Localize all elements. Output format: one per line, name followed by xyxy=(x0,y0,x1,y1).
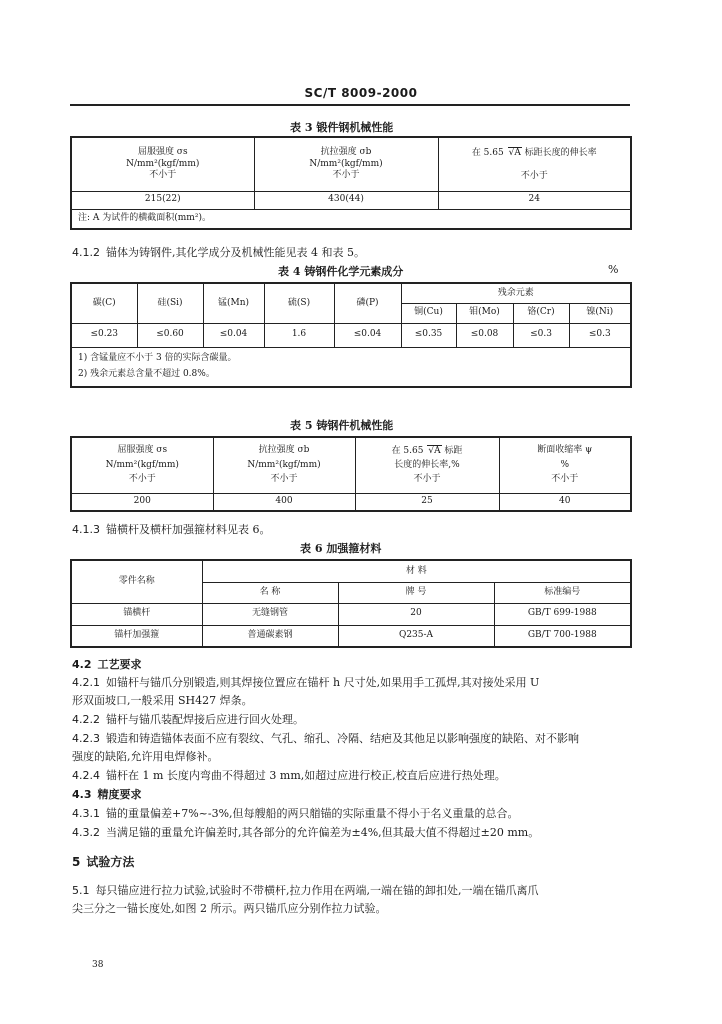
table4-cell: ≤0.35 xyxy=(401,323,456,347)
table3-header-yield: 屈服强度 σs N/mm²(kgf/mm) 不小于 xyxy=(71,137,254,191)
clause-4-2-1-cont: 形双面坡口,一般采用 SH427 焊条。 xyxy=(72,694,253,707)
page-number: 38 xyxy=(92,960,104,970)
table5-cell: 400 xyxy=(213,493,355,511)
table3-value-yield: 215(22) xyxy=(71,191,254,209)
table4-col-ni: 镍(Ni) xyxy=(569,303,631,323)
table6-col-name: 名 称 xyxy=(202,582,338,603)
table5-caption: 表 5 铸钢件机械性能 xyxy=(290,419,394,432)
table4-col-s: 硫(S) xyxy=(264,283,334,323)
table-row xyxy=(71,493,631,511)
table4-notes xyxy=(71,347,631,387)
table6 xyxy=(70,559,632,648)
table4-col-mn: 锰(Mn) xyxy=(203,283,264,323)
clause-5-1: 5.1 每只锚应进行拉力试验,试验时不带横杆,拉力作用在两端,一端在锚的卸扣处,一端在锚爪离爪 xyxy=(72,884,539,897)
table6-cell: 普通碳素钢 xyxy=(202,625,338,647)
table5-header-reduction: 断面收缩率 ψ % 不小于 xyxy=(499,437,631,493)
table6-material-header: 材 料 xyxy=(202,560,631,582)
table5 xyxy=(70,436,632,512)
clause-4-3-1: 4.3.1 锚的重量偏差+7%~-3%,但每艘船的两只艏锚的实际重量不得小于名义重量的总合。 xyxy=(72,807,519,820)
table3 xyxy=(70,136,632,230)
table4-col-mo: 钼(Mo) xyxy=(456,303,513,323)
table3-header-elongation: 在 5.65 √A 标距长度的伸长率 不小于 xyxy=(438,137,631,191)
table6-cell: Q235-A xyxy=(338,625,494,647)
table4-cell: ≤0.23 xyxy=(71,323,137,347)
table4-cell: ≤0.08 xyxy=(456,323,513,347)
table-row xyxy=(71,603,631,625)
table4-cell: 1.6 xyxy=(264,323,334,347)
table6-caption: 表 6 加强箍材料 xyxy=(300,542,382,555)
table3-header-tensile: 抗拉强度 σb N/mm²(kgf/mm) 不小于 xyxy=(254,137,438,191)
table-row xyxy=(71,323,631,347)
table5-cell: 40 xyxy=(499,493,631,511)
table4-note-row xyxy=(71,347,631,387)
table5-header-elongation: 在 5.65 √A 标距 长度的伸长率,% 不小于 xyxy=(355,437,499,493)
table5-cell: 25 xyxy=(355,493,499,511)
section-5: 5 试验方法 xyxy=(72,855,135,869)
table4-cell: ≤0.04 xyxy=(203,323,264,347)
table6-cell: 锚横杆 xyxy=(71,603,202,625)
table6-cell: 无缝钢管 xyxy=(202,603,338,625)
table4-note-2: 2) 残余元素总含量不超过 0.8%。 xyxy=(78,369,215,380)
table4-cell: ≤0.3 xyxy=(569,323,631,347)
table4-col-cr: 铬(Cr) xyxy=(513,303,569,323)
section-4-3: 4.3 精度要求 xyxy=(72,788,142,801)
table4-cell: ≤0.04 xyxy=(334,323,401,347)
table4-caption: 表 4 铸钢件化学元素成分 xyxy=(278,265,404,278)
clause-4-3-2: 4.3.2 当满足锚的重量允许偏差时,其各部分的允许偏差为±4%,但其最大值不得超过±20 mm。 xyxy=(72,826,540,839)
table4-col-p: 磷(P) xyxy=(334,283,401,323)
table4 xyxy=(70,282,632,388)
table4-unit: % xyxy=(608,263,619,276)
clause-4-1-2: 4.1.2 锚体为铸钢件,其化学成分及机械性能见表 4 和表 5。 xyxy=(72,246,365,259)
header-rule xyxy=(70,104,630,106)
table5-header-tensile: 抗拉强度 σb N/mm²(kgf/mm) 不小于 xyxy=(213,437,355,493)
table-row xyxy=(71,191,631,209)
table4-col-cu: 铜(Cu) xyxy=(401,303,456,323)
table6-part-header: 零件名称 xyxy=(71,560,202,603)
table6-col-grade: 牌 号 xyxy=(338,582,494,603)
table6-cell: GB/T 699-1988 xyxy=(494,603,631,625)
table3-value-tensile: 430(44) xyxy=(254,191,438,209)
table4-residual-header: 残余元素 xyxy=(401,283,631,303)
clause-4-1-3: 4.1.3 锚横杆及横杆加强箍材料见表 6。 xyxy=(72,523,271,536)
clause-4-2-4: 4.2.4 锚杆在 1 m 长度内弯曲不得超过 3 mm,如超过应进行校正,校直后应进行热处理。 xyxy=(72,769,506,782)
table6-cell: 锚杆加强箍 xyxy=(71,625,202,647)
table6-cell: GB/T 700-1988 xyxy=(494,625,631,647)
table4-note-1: 1) 含锰量应不小于 3 倍的实际含碳量。 xyxy=(78,353,237,363)
table3-note: 注: A 为试件的横截面积(mm²)。 xyxy=(71,209,631,229)
table5-cell: 200 xyxy=(71,493,213,511)
table4-col-c: 碳(C) xyxy=(71,283,137,323)
table3-header-row xyxy=(71,137,631,191)
table4-col-si: 硅(Si) xyxy=(137,283,203,323)
table4-cell: ≤0.3 xyxy=(513,323,569,347)
clause-4-2-3-cont: 强度的缺陷,允许用电焊修补。 xyxy=(72,750,219,763)
table-row xyxy=(71,625,631,647)
table3-note-row xyxy=(71,209,631,229)
clause-4-2-1: 4.2.1 如锚杆与锚爪分别锻造,则其焊接位置应在锚杆 h 尺寸处,如果用手工孤焊,其对接处采用 U xyxy=(72,676,540,689)
clause-4-2-3: 4.2.3 锻造和铸造锚体表面不应有裂纹、气孔、缩孔、冷隔、结疤及其他足以影响强度的缺陷、对不影响 xyxy=(72,732,579,745)
table3-value-elongation: 24 xyxy=(438,191,631,209)
table4-cell: ≤0.60 xyxy=(137,323,203,347)
page-header: SC/T 8009-2000 xyxy=(304,86,418,100)
table3-caption: 表 3 锻件钢机械性能 xyxy=(290,121,394,134)
clause-4-2-2: 4.2.2 锚杆与锚爪装配焊接后应进行回火处理。 xyxy=(72,713,304,726)
table5-header-yield: 屈服强度 σs N/mm²(kgf/mm) 不小于 xyxy=(71,437,213,493)
clause-5-1-cont: 尖三分之一锚长度处,如图 2 所示。两只锚爪应分别作拉力试验。 xyxy=(72,902,387,915)
table6-col-standard: 标准编号 xyxy=(494,582,631,603)
table6-cell: 20 xyxy=(338,603,494,625)
table5-header-row xyxy=(71,437,631,493)
section-4-2: 4.2 工艺要求 xyxy=(72,658,142,671)
